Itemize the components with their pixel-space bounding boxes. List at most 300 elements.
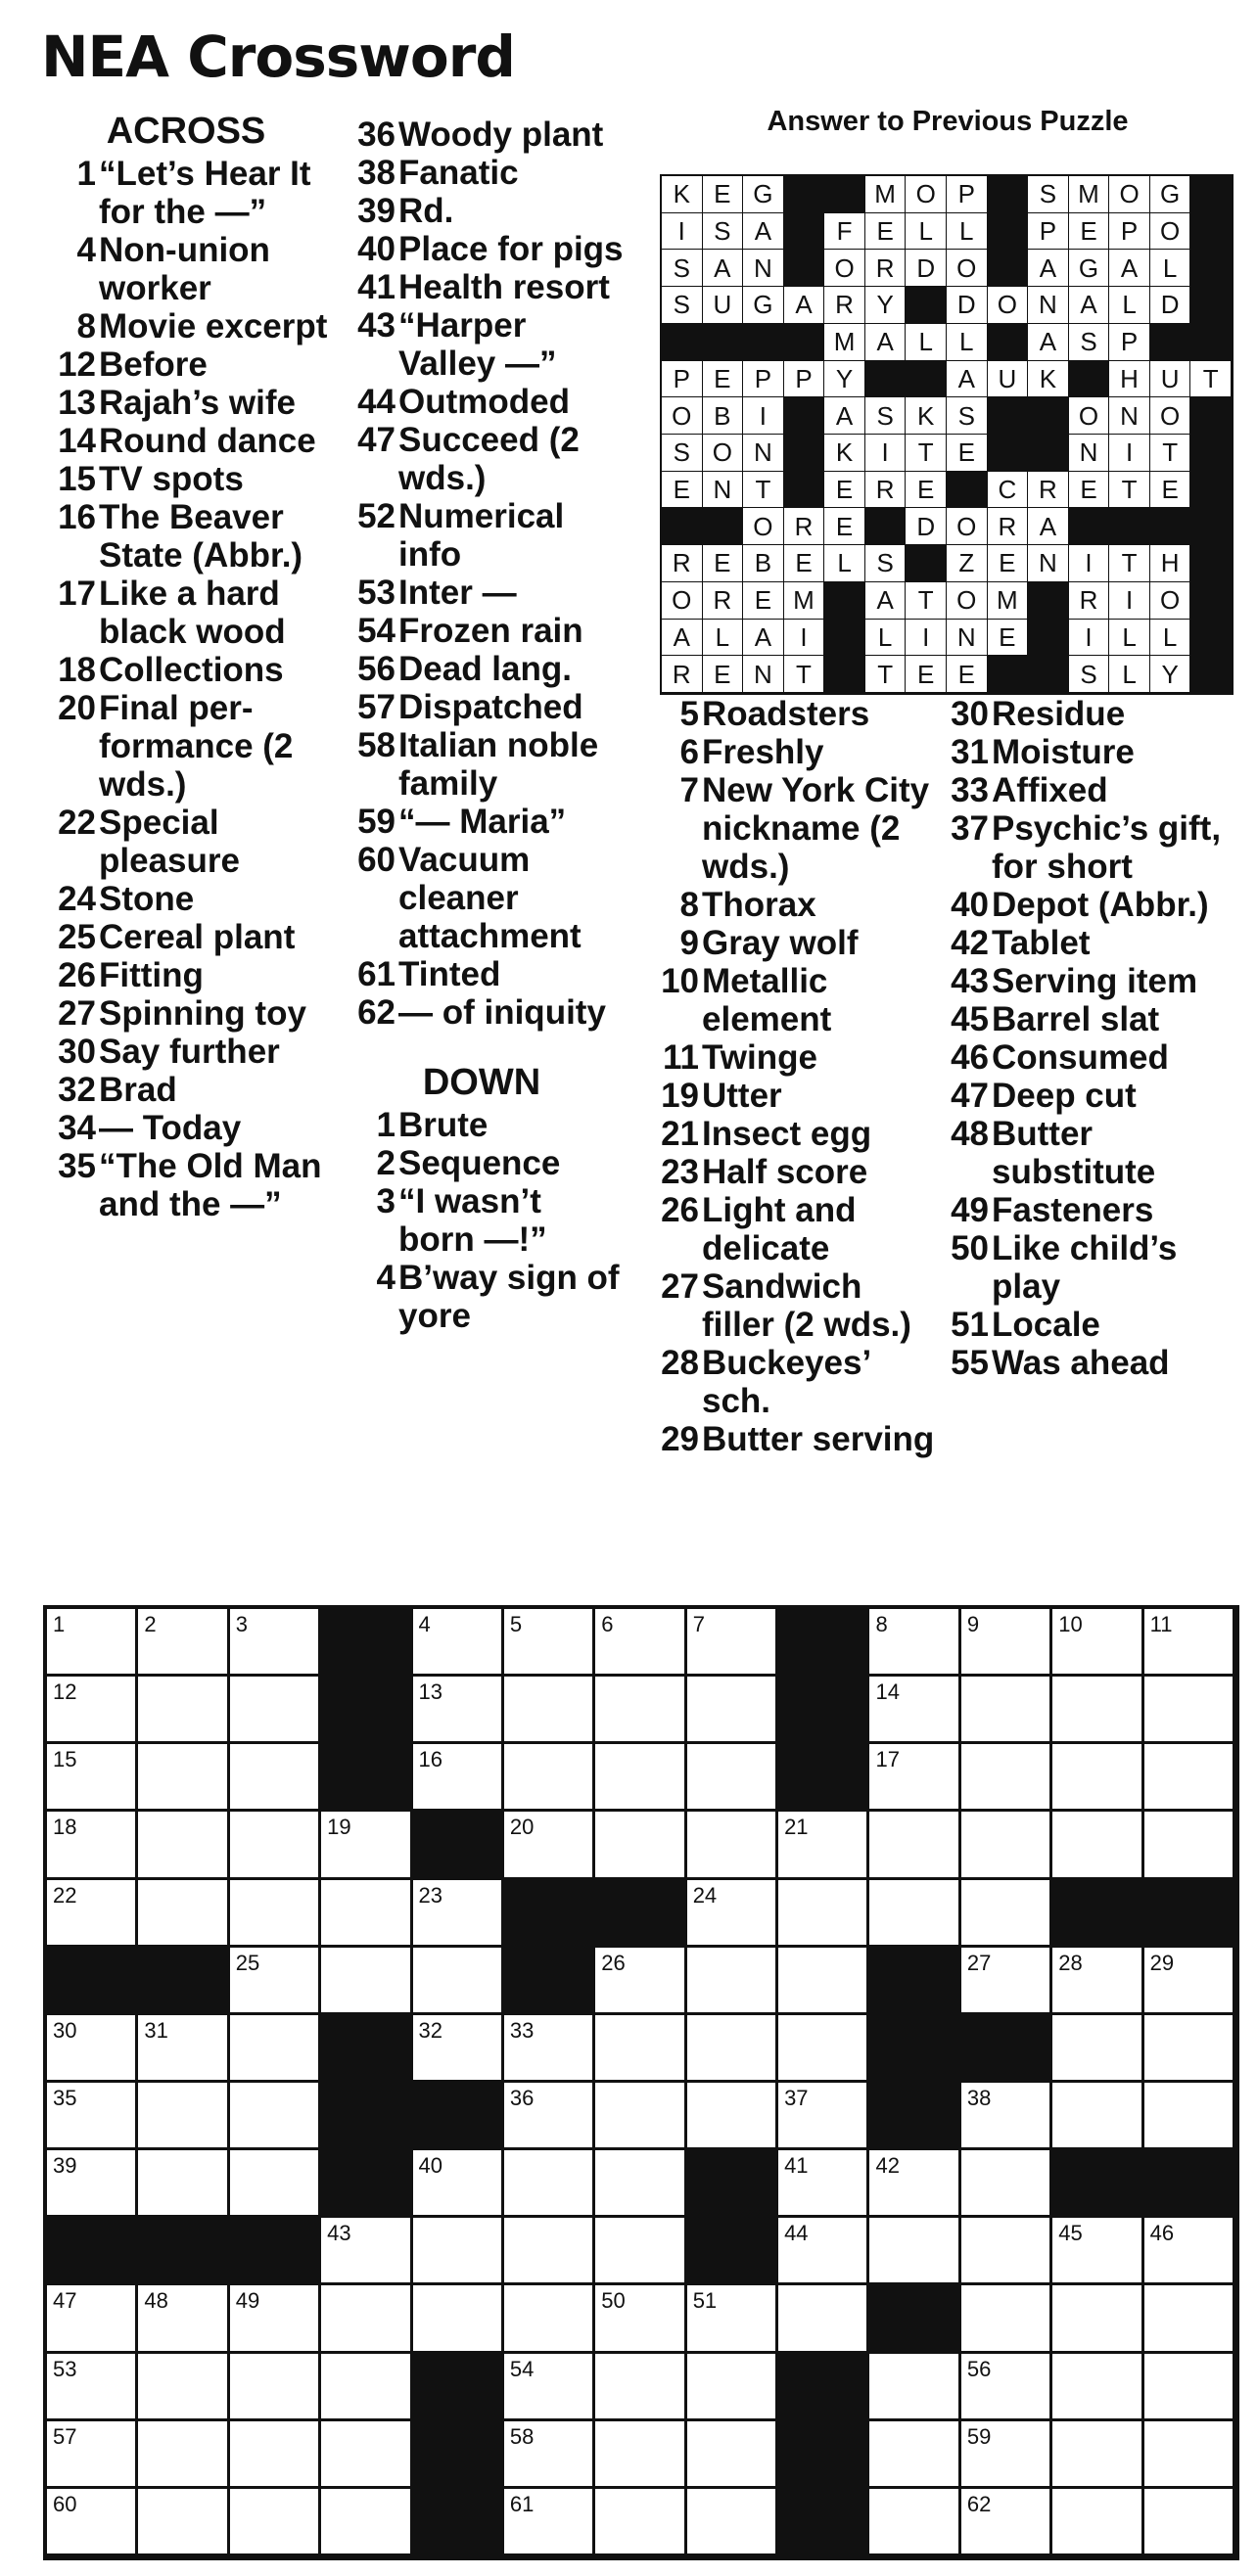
answer-cell[interactable]: [961, 2489, 1052, 2556]
answer-cell[interactable]: [961, 1880, 1052, 1948]
answer-cell[interactable]: [230, 1880, 321, 1948]
answer-cell[interactable]: [47, 2285, 138, 2353]
answer-cell[interactable]: [1052, 1744, 1143, 1812]
clue-number: 16: [58, 498, 96, 536]
clue-text: Residue: [992, 695, 1126, 733]
clue-text: Cereal plant: [99, 918, 296, 956]
answer-cell[interactable]: [595, 2015, 686, 2083]
prev-letter-cell: G: [743, 287, 784, 324]
answer-cell[interactable]: [47, 1677, 138, 1744]
answer-cell[interactable]: [687, 2083, 778, 2150]
answer-cell[interactable]: [687, 2285, 778, 2353]
clue-text: Sequence: [398, 1144, 561, 1182]
clue-text: Brad: [99, 1071, 177, 1109]
answer-cell[interactable]: [138, 1677, 229, 1744]
clue-col2_across-38: [339, 154, 625, 192]
answer-cell[interactable]: [1052, 2489, 1143, 2556]
answer-cell[interactable]: [321, 2354, 412, 2421]
answer-cell[interactable]: [687, 2015, 778, 2083]
answer-cell[interactable]: [230, 2083, 321, 2150]
prev-letter-cell: T: [1109, 545, 1150, 582]
prev-black-cell: [1190, 656, 1232, 693]
clue-col2_across-53: [339, 574, 625, 612]
answer-cell[interactable]: [1052, 2218, 1143, 2285]
answer-cell[interactable]: [595, 2421, 686, 2489]
clue-number: 53: [357, 574, 396, 612]
answer-cell[interactable]: [138, 2421, 229, 2489]
clue-number: 40: [951, 886, 989, 924]
clue-col4-55: [932, 1344, 1245, 1382]
answer-cell[interactable]: [138, 2489, 229, 2556]
prev-letter-cell: M: [1069, 176, 1110, 213]
clue-col1-16: [39, 498, 333, 575]
clue-col4-48: [932, 1115, 1245, 1191]
clue-col3-26: [642, 1191, 936, 1267]
answer-cell[interactable]: [687, 1812, 778, 1879]
answer-cell[interactable]: [778, 2218, 869, 2285]
answer-cell[interactable]: [778, 2150, 869, 2218]
answer-cell[interactable]: [778, 2083, 869, 2150]
answer-cell[interactable]: [504, 1609, 595, 1677]
answer-cell[interactable]: [595, 1948, 686, 2015]
answer-cell[interactable]: [413, 1880, 504, 1948]
black-cell: [413, 2421, 504, 2489]
answer-cell[interactable]: [504, 2150, 595, 2218]
prev-letter-cell: L: [1150, 250, 1191, 287]
prev-letter-cell: E: [743, 582, 784, 620]
clue-text: Twinge: [702, 1038, 817, 1077]
black-cell: [869, 2285, 960, 2353]
answer-cell[interactable]: [230, 2015, 321, 2083]
answer-cell[interactable]: [595, 2489, 686, 2556]
cell-number: 19: [327, 1815, 351, 1840]
answer-cell[interactable]: [47, 2421, 138, 2489]
prev-letter-cell: A: [1028, 324, 1069, 361]
cell-number: 46: [1149, 2221, 1175, 2246]
answer-cell[interactable]: [1052, 2285, 1143, 2353]
answer-cell[interactable]: [230, 1609, 321, 1677]
cell-number: 59: [966, 2423, 992, 2449]
prev-letter-cell: I: [1069, 545, 1110, 582]
prev-letter-cell: S: [662, 287, 703, 324]
cell-number: 27: [966, 1950, 992, 1975]
clue-col4-45: [932, 1000, 1245, 1038]
clue-text: Like child’s play: [992, 1229, 1178, 1306]
answer-cell[interactable]: [595, 1812, 686, 1879]
clue-col4-47: [932, 1077, 1245, 1115]
answer-cell[interactable]: [1052, 2421, 1143, 2489]
clue-number: 56: [357, 650, 396, 688]
answer-cell[interactable]: [961, 2354, 1052, 2421]
answer-cell[interactable]: [504, 2218, 595, 2285]
answer-cell[interactable]: [869, 1880, 960, 1948]
prev-letter-cell: E: [703, 545, 744, 582]
prev-black-cell: [906, 545, 947, 582]
prev-letter-cell: E: [824, 472, 865, 509]
clue-col1-25: [39, 918, 333, 956]
clue-text: Rd.: [398, 192, 454, 230]
prev-letter-cell: M: [824, 324, 865, 361]
answer-cell[interactable]: [778, 1880, 869, 1948]
answer-cell[interactable]: [778, 1812, 869, 1879]
answer-cell[interactable]: [321, 2285, 412, 2353]
answer-cell[interactable]: [47, 1609, 138, 1677]
answer-cell[interactable]: [869, 1812, 960, 1879]
answer-cell[interactable]: [230, 2150, 321, 2218]
answer-cell[interactable]: [138, 1609, 229, 1677]
answer-cell[interactable]: [1144, 2354, 1235, 2421]
prev-black-cell: [1028, 656, 1069, 693]
answer-cell[interactable]: [47, 2083, 138, 2150]
cell-number: 40: [418, 2153, 443, 2179]
answer-cell[interactable]: [138, 2083, 229, 2150]
answer-cell[interactable]: [413, 2015, 504, 2083]
clue-text: Special pleasure: [99, 804, 240, 880]
answer-cell[interactable]: [961, 1744, 1052, 1812]
answer-cell[interactable]: [413, 1744, 504, 1812]
clue-col3-19: [642, 1077, 936, 1115]
prev-letter-cell: G: [1069, 250, 1110, 287]
crossword-grid[interactable]: [43, 1605, 1239, 2560]
answer-cell[interactable]: [321, 1880, 412, 1948]
answer-cell[interactable]: [413, 2150, 504, 2218]
answer-cell[interactable]: [138, 1880, 229, 1948]
answer-cell[interactable]: [230, 1812, 321, 1879]
answer-cell[interactable]: [687, 1948, 778, 2015]
answer-cell[interactable]: [869, 2150, 960, 2218]
answer-cell[interactable]: [961, 2150, 1052, 2218]
answer-cell[interactable]: [961, 2218, 1052, 2285]
black-cell: [138, 1948, 229, 2015]
answer-cell[interactable]: [1144, 2015, 1235, 2083]
answer-cell[interactable]: [138, 2285, 229, 2353]
answer-cell[interactable]: [869, 1609, 960, 1677]
answer-cell[interactable]: [869, 2489, 960, 2556]
answer-cell[interactable]: [47, 2354, 138, 2421]
prev-black-cell: [865, 508, 907, 545]
prev-letter-cell: C: [988, 472, 1029, 509]
clue-number: 7: [679, 771, 699, 809]
answer-cell[interactable]: [138, 2015, 229, 2083]
prev-letter-cell: T: [906, 582, 947, 620]
answer-cell[interactable]: [230, 2285, 321, 2353]
answer-cell[interactable]: [413, 2285, 504, 2353]
clue-col2_across-43: [339, 306, 625, 383]
prev-letter-cell: O: [1069, 397, 1110, 435]
answer-cell[interactable]: [504, 1812, 595, 1879]
answer-cell[interactable]: [47, 2150, 138, 2218]
prev-letter-cell: G: [1150, 176, 1191, 213]
answer-cell[interactable]: [138, 2354, 229, 2421]
cell-number: 35: [53, 2086, 77, 2110]
cell-number: 61: [509, 2491, 535, 2516]
cell-number: 42: [875, 2153, 900, 2179]
answer-cell[interactable]: [138, 1744, 229, 1812]
answer-cell[interactable]: [961, 1948, 1052, 2015]
answer-cell[interactable]: [687, 1609, 778, 1677]
answer-cell[interactable]: [869, 1744, 960, 1812]
black-cell: [47, 2218, 138, 2285]
answer-cell[interactable]: [778, 2015, 869, 2083]
clue-col2_across-47: [339, 421, 625, 497]
answer-cell[interactable]: [321, 1812, 412, 1879]
prev-letter-cell: T: [865, 656, 907, 693]
answer-cell[interactable]: [869, 2421, 960, 2489]
prev-letter-cell: K: [1028, 361, 1069, 398]
clue-text: Fasteners: [992, 1191, 1154, 1229]
prev-letter-cell: O: [1150, 397, 1191, 435]
answer-cell[interactable]: [687, 1880, 778, 1948]
prev-letter-cell: E: [1069, 472, 1110, 509]
clue-col2_across-57: [339, 688, 625, 726]
answer-cell[interactable]: [1144, 2285, 1235, 2353]
clue-col1-22: [39, 804, 333, 880]
prev-letter-cell: K: [906, 397, 947, 435]
answer-cell[interactable]: [504, 2015, 595, 2083]
answer-cell[interactable]: [504, 1677, 595, 1744]
prev-letter-cell: A: [1028, 508, 1069, 545]
answer-cell[interactable]: [687, 2354, 778, 2421]
prev-black-cell: [1150, 324, 1191, 361]
prev-black-cell: [1150, 508, 1191, 545]
prev-letter-cell: H: [1150, 545, 1191, 582]
answer-cell[interactable]: [1144, 1948, 1235, 2015]
cell-number: 23: [418, 1882, 443, 1908]
clue-col3-11: [642, 1038, 936, 1077]
answer-cell[interactable]: [230, 1677, 321, 1744]
answer-cell[interactable]: [595, 2354, 686, 2421]
answer-cell[interactable]: [1052, 2083, 1143, 2150]
prev-letter-cell: N: [703, 472, 744, 509]
answer-cell[interactable]: [1052, 1948, 1143, 2015]
answer-cell[interactable]: [504, 2083, 595, 2150]
answer-cell[interactable]: [1144, 1744, 1235, 1812]
prev-letter-cell: R: [1069, 582, 1110, 620]
answer-cell[interactable]: [1052, 1812, 1143, 1879]
prev-black-cell: [662, 324, 703, 361]
prev-letter-cell: S: [662, 250, 703, 287]
prev-black-cell: [1190, 397, 1232, 435]
answer-cell[interactable]: [504, 2421, 595, 2489]
prev-letter-cell: E: [988, 545, 1029, 582]
answer-cell[interactable]: [595, 1744, 686, 1812]
answer-cell[interactable]: [1144, 2489, 1235, 2556]
answer-cell[interactable]: [413, 1609, 504, 1677]
answer-cell[interactable]: [47, 1744, 138, 1812]
clue-col2_across-39: [339, 192, 625, 230]
cell-number: 20: [509, 1815, 535, 1840]
answer-cell[interactable]: [869, 1677, 960, 1744]
answer-cell[interactable]: [1144, 1677, 1235, 1744]
clue-col4-51: [932, 1306, 1245, 1344]
answer-cell[interactable]: [413, 2218, 504, 2285]
clue-text: Depot (Abbr.): [992, 886, 1209, 924]
answer-cell[interactable]: [230, 2421, 321, 2489]
prev-letter-cell: D: [906, 508, 947, 545]
clue-text: Dead lang.: [398, 650, 572, 688]
answer-cell[interactable]: [1052, 1609, 1143, 1677]
clue-number: 8: [679, 886, 699, 924]
cell-number: 51: [692, 2288, 718, 2314]
answer-cell[interactable]: [321, 2489, 412, 2556]
clue-col3-8: [642, 886, 936, 924]
answer-cell[interactable]: [778, 2285, 869, 2353]
answer-cell[interactable]: [595, 2083, 686, 2150]
clue-number: 28: [661, 1344, 699, 1382]
black-cell: [778, 1677, 869, 1744]
answer-cell[interactable]: [138, 2150, 229, 2218]
answer-cell[interactable]: [321, 2421, 412, 2489]
answer-cell[interactable]: [687, 2489, 778, 2556]
clue-col1-20: [39, 689, 333, 804]
cell-number: 49: [235, 2288, 260, 2314]
prev-black-cell: [1028, 397, 1069, 435]
answer-cell[interactable]: [321, 2218, 412, 2285]
clue-text: “The Old Man and the —”: [99, 1147, 322, 1223]
cell-number: 45: [1058, 2221, 1083, 2246]
black-cell: [321, 2015, 412, 2083]
answer-cell[interactable]: [961, 2083, 1052, 2150]
prev-letter-cell: O: [947, 250, 988, 287]
answer-cell[interactable]: [47, 2489, 138, 2556]
answer-cell[interactable]: [504, 2354, 595, 2421]
clue-number: 24: [58, 880, 96, 918]
clue-number: 3: [376, 1182, 396, 1220]
clue-number: 41: [357, 268, 396, 306]
answer-cell[interactable]: [778, 1948, 869, 2015]
answer-cell[interactable]: [230, 1744, 321, 1812]
prev-letter-cell: B: [743, 545, 784, 582]
cell-number: 58: [509, 2423, 535, 2449]
answer-cell[interactable]: [687, 1677, 778, 1744]
clue-number: 47: [357, 421, 396, 459]
clue-col2_across-36: [339, 115, 625, 154]
answer-cell[interactable]: [1144, 1609, 1235, 1677]
prev-letter-cell: A: [743, 620, 784, 657]
clue-number: 46: [951, 1038, 989, 1077]
prev-letter-cell: T: [743, 472, 784, 509]
prev-letter-cell: L: [703, 620, 744, 657]
answer-cell[interactable]: [1052, 2015, 1143, 2083]
prev-black-cell: [988, 176, 1029, 213]
clue-text: Collections: [99, 651, 284, 689]
answer-cell[interactable]: [595, 1609, 686, 1677]
answer-cell[interactable]: [687, 2421, 778, 2489]
prev-letter-cell: R: [865, 472, 907, 509]
answer-cell[interactable]: [413, 1948, 504, 2015]
prev-letter-cell: E: [947, 656, 988, 693]
clue-text: Light and delicate: [702, 1191, 857, 1267]
answer-cell[interactable]: [230, 1948, 321, 2015]
answer-cell[interactable]: [869, 2218, 960, 2285]
prev-letter-cell: E: [988, 620, 1029, 657]
answer-cell[interactable]: [687, 1744, 778, 1812]
clue-text: Brute: [398, 1106, 489, 1144]
clue-text: Vacuum cleaner attachment: [398, 841, 582, 955]
answer-cell[interactable]: [504, 1744, 595, 1812]
prev-letter-cell: E: [662, 472, 703, 509]
prev-letter-cell: S: [865, 545, 907, 582]
answer-cell[interactable]: [504, 2489, 595, 2556]
answer-cell[interactable]: [869, 2354, 960, 2421]
black-cell: [687, 2150, 778, 2218]
answer-cell[interactable]: [961, 2421, 1052, 2489]
cell-number: 10: [1058, 1612, 1083, 1636]
answer-cell[interactable]: [1144, 2083, 1235, 2150]
black-cell: [595, 1880, 686, 1948]
black-cell: [1144, 2150, 1235, 2218]
clue-text: Locale: [992, 1306, 1100, 1344]
prev-black-cell: [988, 250, 1029, 287]
clue-number: 43: [357, 306, 396, 345]
clue-text: Tablet: [992, 924, 1091, 962]
answer-cell[interactable]: [1144, 2218, 1235, 2285]
prev-black-cell: [1028, 435, 1069, 472]
answer-cell[interactable]: [230, 2354, 321, 2421]
answer-cell[interactable]: [1144, 2421, 1235, 2489]
clue-number: 20: [58, 689, 96, 727]
clue-number: 13: [58, 384, 96, 422]
clue-text: Psychic’s gift, for short: [992, 809, 1222, 886]
prev-letter-cell: R: [703, 582, 744, 620]
answer-cell[interactable]: [595, 2218, 686, 2285]
cell-number: 21: [784, 1815, 809, 1840]
answer-cell[interactable]: [230, 2489, 321, 2556]
clue-col1-24: [39, 880, 333, 918]
answer-cell[interactable]: [413, 1677, 504, 1744]
prev-letter-cell: S: [865, 397, 907, 435]
answer-cell[interactable]: [321, 1948, 412, 2015]
clue-col3-6: [642, 733, 936, 771]
prev-letter-cell: O: [947, 582, 988, 620]
answer-cell[interactable]: [47, 2015, 138, 2083]
clue-text: Tinted: [398, 955, 501, 993]
answer-cell[interactable]: [961, 1812, 1052, 1879]
black-cell: [321, 1609, 412, 1677]
clue-number: 27: [58, 994, 96, 1033]
clue-text: Place for pigs: [398, 230, 624, 268]
answer-cell[interactable]: [961, 1609, 1052, 1677]
answer-cell[interactable]: [504, 2285, 595, 2353]
clue-number: 48: [951, 1115, 989, 1153]
answer-cell[interactable]: [1052, 2354, 1143, 2421]
clue-number: 6: [679, 733, 699, 771]
clue-number: 61: [357, 955, 396, 993]
clue-number: 45: [951, 1000, 989, 1038]
clue-number: 43: [951, 962, 989, 1000]
clue-text: “I wasn’t born —!”: [398, 1182, 547, 1259]
clue-col2_across-59: [339, 803, 625, 841]
answer-cell[interactable]: [961, 1677, 1052, 1744]
answer-cell[interactable]: [47, 1812, 138, 1879]
answer-cell[interactable]: [961, 2285, 1052, 2353]
answer-cell[interactable]: [1052, 1677, 1143, 1744]
answer-cell[interactable]: [595, 2150, 686, 2218]
black-cell: [778, 1744, 869, 1812]
cell-number: 5: [509, 1612, 523, 1636]
prev-letter-cell: U: [1150, 361, 1191, 398]
prev-black-cell: [1190, 508, 1232, 545]
answer-cell[interactable]: [47, 1880, 138, 1948]
answer-cell[interactable]: [138, 1812, 229, 1879]
answer-cell[interactable]: [595, 2285, 686, 2353]
clue-number: 37: [951, 809, 989, 848]
clue-col2_across-44: [339, 383, 625, 421]
clue-col2_across-54: [339, 612, 625, 650]
answer-cell[interactable]: [1144, 1812, 1235, 1879]
prev-letter-cell: Y: [865, 287, 907, 324]
answer-cell[interactable]: [595, 1677, 686, 1744]
